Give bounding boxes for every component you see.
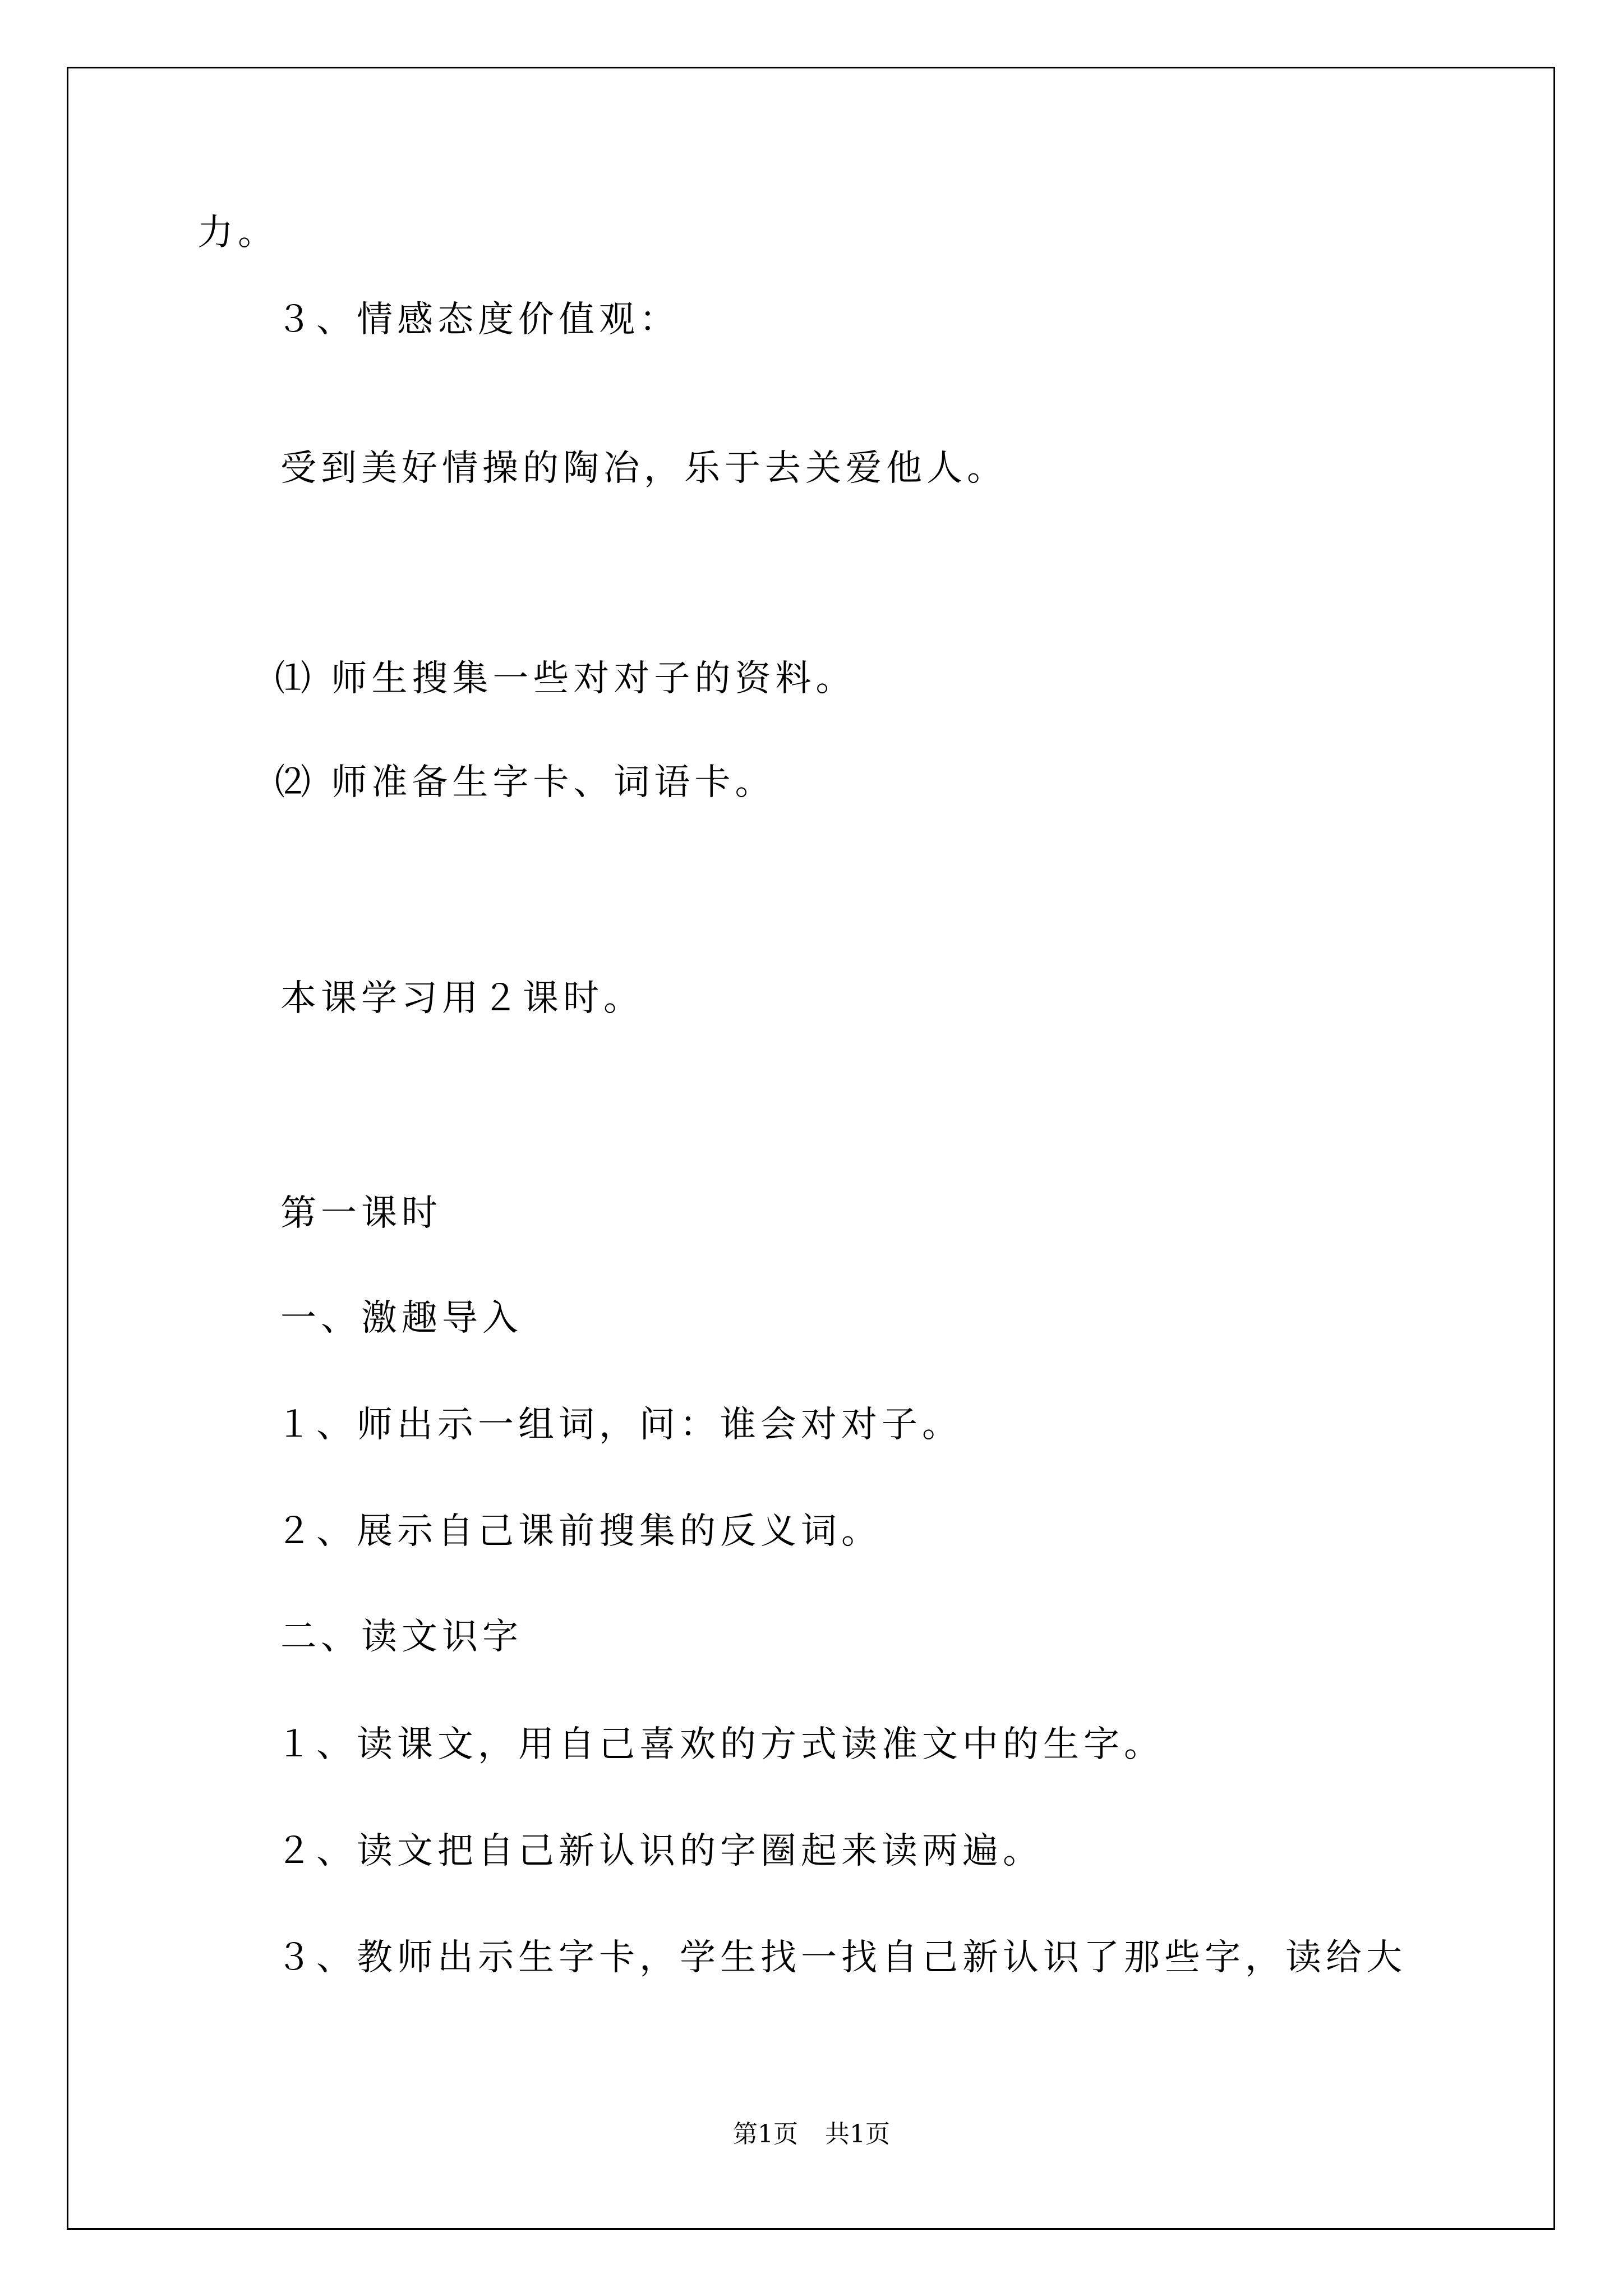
list-item: ⑴ 师生搜集一些对对子的资料。 xyxy=(275,658,856,700)
page-border xyxy=(67,67,1555,2230)
page-total: 共1页 xyxy=(825,2120,890,2148)
lesson-heading: 第一课时 xyxy=(280,1193,442,1234)
page-footer xyxy=(0,2119,1623,2150)
page-number: 第1页 xyxy=(733,2120,798,2148)
list-item: ２、展示自己课前搜集的反义词。 xyxy=(276,1511,882,1552)
list-item: １、师出示一组词，问：谁会对对子。 xyxy=(276,1404,962,1446)
section-heading: ３、情感态度价值观： xyxy=(276,299,680,341)
text-line: 本课学习用２课时。 xyxy=(280,978,644,1019)
list-item: １、读课文，用自己喜欢的方式读准文中的生字。 xyxy=(276,1724,1164,1765)
text-line: 力。 xyxy=(197,212,278,254)
section-heading: 一、激趣导入 xyxy=(280,1297,523,1339)
section-heading: 二、读文识字 xyxy=(280,1616,523,1658)
text-line: 受到美好情操的陶冶，乐于去关爱他人。 xyxy=(280,448,1007,489)
list-item: ３、教师出示生字卡，学生找一找自己新认识了那些字，读给大 xyxy=(276,1937,1407,1978)
list-item: ２、读文把自己新认识的字圈起来读两遍。 xyxy=(276,1830,1043,1872)
list-item: ⑵ 师准备生字卡、词语卡。 xyxy=(275,762,776,803)
